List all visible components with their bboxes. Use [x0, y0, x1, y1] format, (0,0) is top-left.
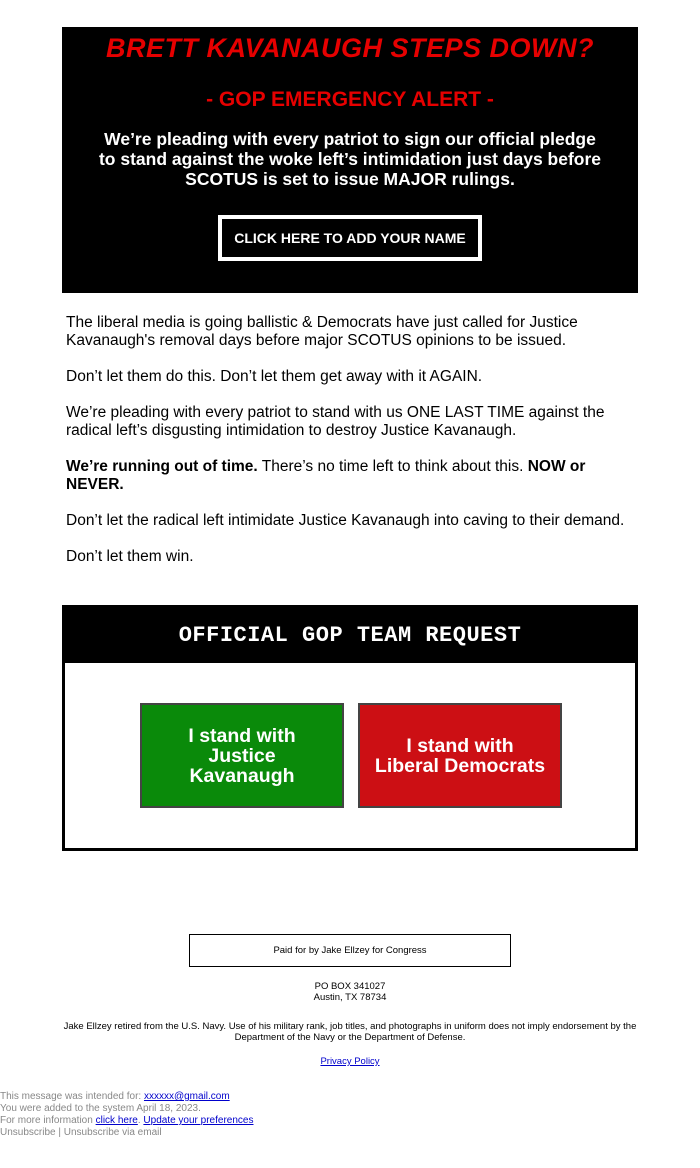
body-paragraph: Don’t let them win. — [66, 548, 194, 565]
button-label: I stand with Justice Kavanaugh — [188, 724, 296, 787]
paid-for-disclaimer: Paid for by Jake Ellzey for Congress — [189, 934, 511, 967]
emphasis-text: We’re running out of time. — [66, 458, 258, 475]
emergency-alert-label: - GOP EMERGENCY ALERT - — [206, 88, 494, 111]
add-your-name-button[interactable]: CLICK HERE TO ADD YOUR NAME — [218, 215, 482, 261]
unsubscribe-email-link[interactable]: Unsubscribe via email — [63, 1127, 162, 1138]
stand-with-democrats-button[interactable] — [358, 703, 562, 808]
stand-with-kavanaugh-button[interactable] — [140, 703, 344, 808]
update-preferences-link[interactable]: Update your preferences — [143, 1115, 254, 1126]
privacy-row — [0, 1056, 700, 1067]
mailing-address — [0, 981, 700, 1003]
button-label: I stand with Liberal Democrats — [374, 734, 546, 777]
click-here-link[interactable]: click here — [95, 1115, 138, 1126]
body-text: There’s no time left to think about this. — [257, 458, 528, 475]
address-line: PO BOX 341027 — [314, 981, 386, 992]
privacy-policy-link[interactable]: Privacy Policy — [320, 1056, 380, 1067]
body-paragraph — [66, 458, 636, 494]
email-footer — [0, 1091, 253, 1139]
hero-headline: BRETT KAVANAUGH STEPS DOWN? — [106, 33, 594, 63]
unsubscribe-link[interactable]: Unsubscribe — [0, 1127, 56, 1138]
address-line: Austin, TX 78734 — [313, 992, 387, 1003]
body-paragraph: We’re pleading with every patriot to stand with us ONE LAST TIME against the radical left’s disgusting intimidation to destroy Justice Kavanaugh. — [66, 404, 605, 439]
body-paragraph: Don’t let the radical left intimidate Justice Kavanaugh into caving to their demand. — [66, 512, 625, 529]
footer-text: | — [55, 1127, 64, 1138]
intended-recipient-row — [0, 1091, 253, 1103]
emphasis-text: NOW or NEVER. — [66, 458, 586, 493]
footer-text: . — [137, 1115, 144, 1126]
email-body — [66, 314, 636, 584]
added-date-row: You were added to the system April 18, 2023. — [0, 1103, 201, 1114]
recipient-email-link[interactable]: xxxxxx@gmail.com — [143, 1091, 230, 1102]
official-request-box — [62, 605, 638, 851]
military-disclaimer: Jake Ellzey retired from the U.S. Navy. Use of his military rank, job titles, and photographs in uniform does not imply endorsement by the Department of the Navy or the Department of Defense. — [63, 1021, 637, 1043]
more-info-row — [0, 1115, 253, 1127]
body-paragraph: The liberal media is going ballistic & Democrats have just called for Justice Kavanaugh's removal days before major SCOTUS opinions to be issued. — [66, 314, 578, 349]
footer-text: For more information — [0, 1115, 96, 1126]
footer-text: This message was intended for: — [0, 1091, 144, 1102]
request-title: OFFICIAL GOP TEAM REQUEST — [65, 608, 635, 663]
unsubscribe-row — [0, 1127, 253, 1139]
hero-pitch: We’re pleading with every patriot to sign our official pledge to stand against the woke left’s intimidation just days before SCOTUS is set to issue MAJOR rulings. — [98, 129, 602, 189]
hero-banner — [62, 27, 638, 293]
body-paragraph: Don’t let them do this. Don’t let them get away with it AGAIN. — [66, 368, 483, 385]
